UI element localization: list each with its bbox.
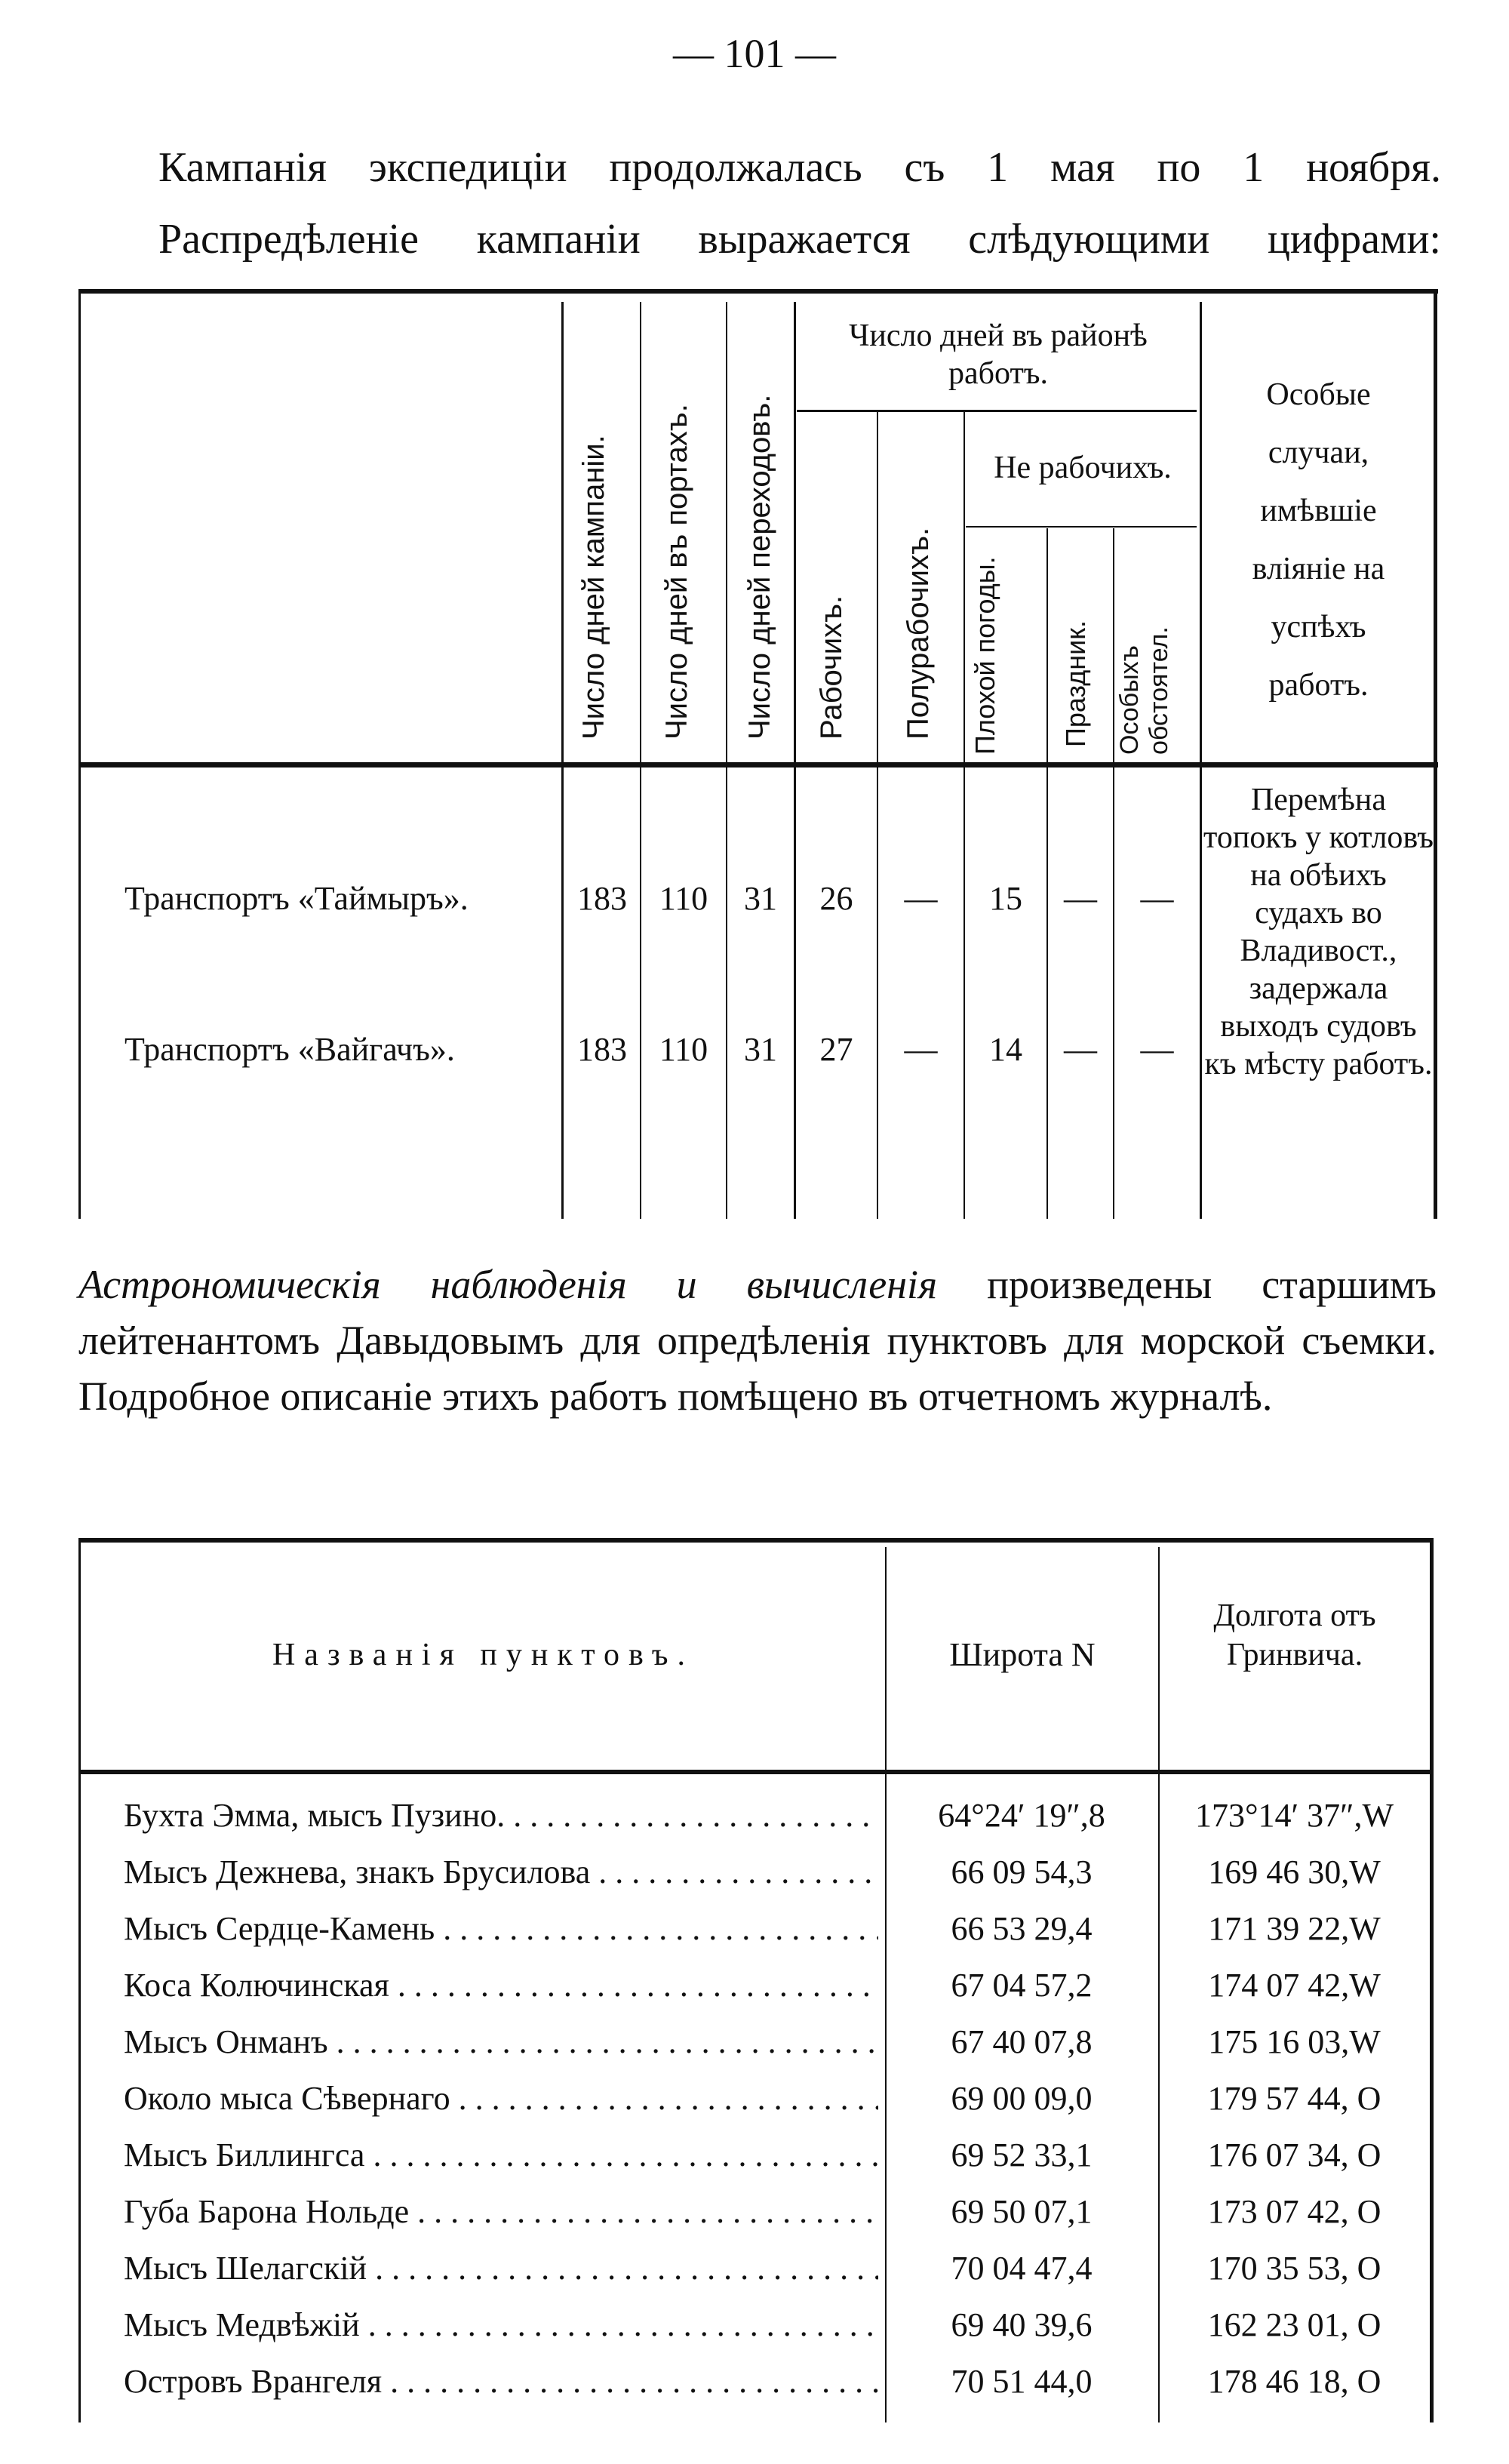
longitude: 169 46 30,W xyxy=(1208,1853,1381,1890)
transit-days: 31 xyxy=(744,1031,777,1068)
latitude: 69 52 33,1 xyxy=(951,2136,1093,2173)
latitude: 70 51 44,0 xyxy=(951,2363,1093,2400)
point-name: Мысъ Онманъ . . . xyxy=(124,2023,878,2061)
campaign-days: 183 xyxy=(577,1031,627,1068)
table-border xyxy=(1434,291,1437,1219)
latitude: 70 04 47,4 xyxy=(951,2250,1093,2287)
point-name: Мысъ Сердце-Камень . . . xyxy=(124,1909,878,1948)
table-row xyxy=(78,2249,1431,2306)
longitude: 173 07 42, O xyxy=(1207,2193,1381,2230)
header-half-working: Полурабочихъ. xyxy=(902,527,935,740)
header-non-working: Не рабочихъ. xyxy=(994,451,1172,485)
latitude: 66 53 29,4 xyxy=(951,1910,1093,1947)
table-rule xyxy=(78,289,1438,294)
col-divider xyxy=(1046,528,1048,1219)
header-point-name: Названія пунктовъ. xyxy=(272,1638,695,1672)
port-days: 110 xyxy=(659,880,708,917)
latitude: 69 50 07,1 xyxy=(951,2193,1093,2230)
working-days: 26 xyxy=(819,880,853,917)
col-divider xyxy=(726,302,727,1219)
astronomy-paragraph xyxy=(78,1257,1437,1424)
vessel-name: Транспортъ «Таймыръ». xyxy=(124,880,469,917)
col-divider xyxy=(1200,302,1202,1219)
table-row xyxy=(78,1853,1431,1909)
header-port-days: Число дней въ портахъ. xyxy=(660,404,693,740)
table-row xyxy=(78,2023,1431,2079)
header-latitude: Широта N xyxy=(949,1636,1096,1673)
header-special-cases: Особые случаи, имѣвшіе вліяніе на успѣхъ работъ. xyxy=(1252,377,1385,703)
page-number: — 101 — xyxy=(673,31,836,76)
point-name: Островъ Врангеля . . . xyxy=(124,2362,878,2401)
holiday-days: — xyxy=(1064,1031,1097,1068)
col-divider xyxy=(1113,528,1114,1219)
latitude: 67 04 57,2 xyxy=(951,1967,1093,2004)
vessel-name: Транспортъ «Вайгачъ». xyxy=(124,1031,455,1068)
header-campaign-days: Число дней кампаніи. xyxy=(577,435,610,740)
longitude: 170 35 53, O xyxy=(1207,2250,1381,2287)
longitude: 178 46 18, O xyxy=(1207,2363,1381,2400)
table-row xyxy=(78,1966,1431,2023)
half-working-days: — xyxy=(904,1031,938,1068)
point-name: Мысъ Медвѣжій . . . xyxy=(124,2306,878,2344)
paragraph-italic-lead: Астрономическія наблюденія и вычисленія xyxy=(78,1262,938,1307)
header-special-circumstances: Особыхъ обстоятел. xyxy=(1115,626,1173,755)
working-days: 27 xyxy=(819,1031,853,1068)
half-working-days: — xyxy=(904,880,938,917)
bad-weather-days: 14 xyxy=(989,1031,1022,1068)
table-rule xyxy=(78,1770,1434,1774)
longitude: 174 07 42,W xyxy=(1208,1967,1381,2004)
col-divider xyxy=(963,411,965,1219)
longitude: 173°14′ 37″,W xyxy=(1194,1797,1394,1834)
intro-line-1: Кампанія экспедиціи продолжалась съ 1 мая по 1 ноября. xyxy=(158,144,1441,191)
point-name: Губа Барона Нольде . . . xyxy=(124,2192,878,2231)
holiday-days: — xyxy=(1064,880,1097,917)
campaign-days: 183 xyxy=(577,880,627,917)
bad-weather-days: 15 xyxy=(989,880,1022,917)
table-row xyxy=(78,2079,1431,2136)
longitude: 179 57 44, O xyxy=(1207,2080,1381,2117)
table-row xyxy=(78,2136,1431,2192)
port-days: 110 xyxy=(659,1031,708,1068)
col-divider xyxy=(561,302,564,1219)
point-name: Мысъ Биллингса . . . xyxy=(124,2136,878,2174)
point-name: Мысъ Шелагскій . . . xyxy=(124,2249,878,2287)
longitude: 162 23 01, O xyxy=(1207,2306,1381,2343)
point-name: Коса Колючинская . . . xyxy=(124,1966,878,2004)
latitude: 64°24′ 19″,8 xyxy=(938,1797,1105,1834)
point-name: Около мыса Сѣвернаго . . . xyxy=(124,2079,878,2118)
table-row xyxy=(78,2362,1431,2419)
special-days: — xyxy=(1140,1031,1174,1068)
special-cases-remark: Перемѣна топокъ у котловъ на обѣихъ судахъ во Владивост., задержала выходъ судовъ къ мѣсту работъ. xyxy=(1203,783,1434,1081)
latitude: 67 40 07,8 xyxy=(951,2023,1093,2060)
header-longitude: Долгота отъ Гринвича. xyxy=(1213,1598,1376,1672)
paragraph-text: произведены старшимъ лейтенантомъ Давыдовымъ для опредѣленія пунктовъ для морской съемки. Подробное описаніе этихъ работъ помѣщено въ отчетномъ журналѣ. xyxy=(78,1262,1437,1419)
longitude: 171 39 22,W xyxy=(1208,1910,1381,1947)
col-divider xyxy=(794,302,796,1219)
header-holiday: Праздник. xyxy=(1060,620,1091,747)
table-row xyxy=(78,2192,1431,2249)
header-rule xyxy=(797,410,1197,412)
col-divider xyxy=(877,411,878,1219)
transit-days: 31 xyxy=(744,880,777,917)
header-bad-weather: Плохой погоды. xyxy=(970,556,1000,755)
table-row xyxy=(78,2306,1431,2362)
col-divider xyxy=(640,302,641,1219)
table-row xyxy=(78,1796,1431,1853)
header-transit-days: Число дней переходовъ. xyxy=(743,394,776,740)
table-rule xyxy=(78,762,1438,768)
header-working: Рабочихъ. xyxy=(815,595,848,740)
latitude: 69 40 39,6 xyxy=(951,2306,1093,2343)
point-name: Бухта Эмма, мысъ Пузино. . . . xyxy=(124,1796,878,1835)
header-region-days: Число дней въ районѣ работъ. xyxy=(849,318,1148,391)
point-name: Мысъ Дежнева, знакъ Брусилова . . . xyxy=(124,1853,878,1891)
table-rule xyxy=(78,1538,1434,1543)
longitude: 175 16 03,W xyxy=(1208,2023,1381,2060)
table-row xyxy=(78,1909,1431,1966)
intro-line-2: Распредѣленіе кампаніи выражается слѣдующими цифрами: xyxy=(158,216,1441,263)
special-days: — xyxy=(1140,880,1174,917)
longitude: 176 07 34, O xyxy=(1207,2136,1381,2173)
table-border xyxy=(78,291,81,1219)
header-rule xyxy=(966,526,1197,528)
latitude: 69 00 09,0 xyxy=(951,2080,1093,2117)
latitude: 66 09 54,3 xyxy=(951,1853,1093,1890)
